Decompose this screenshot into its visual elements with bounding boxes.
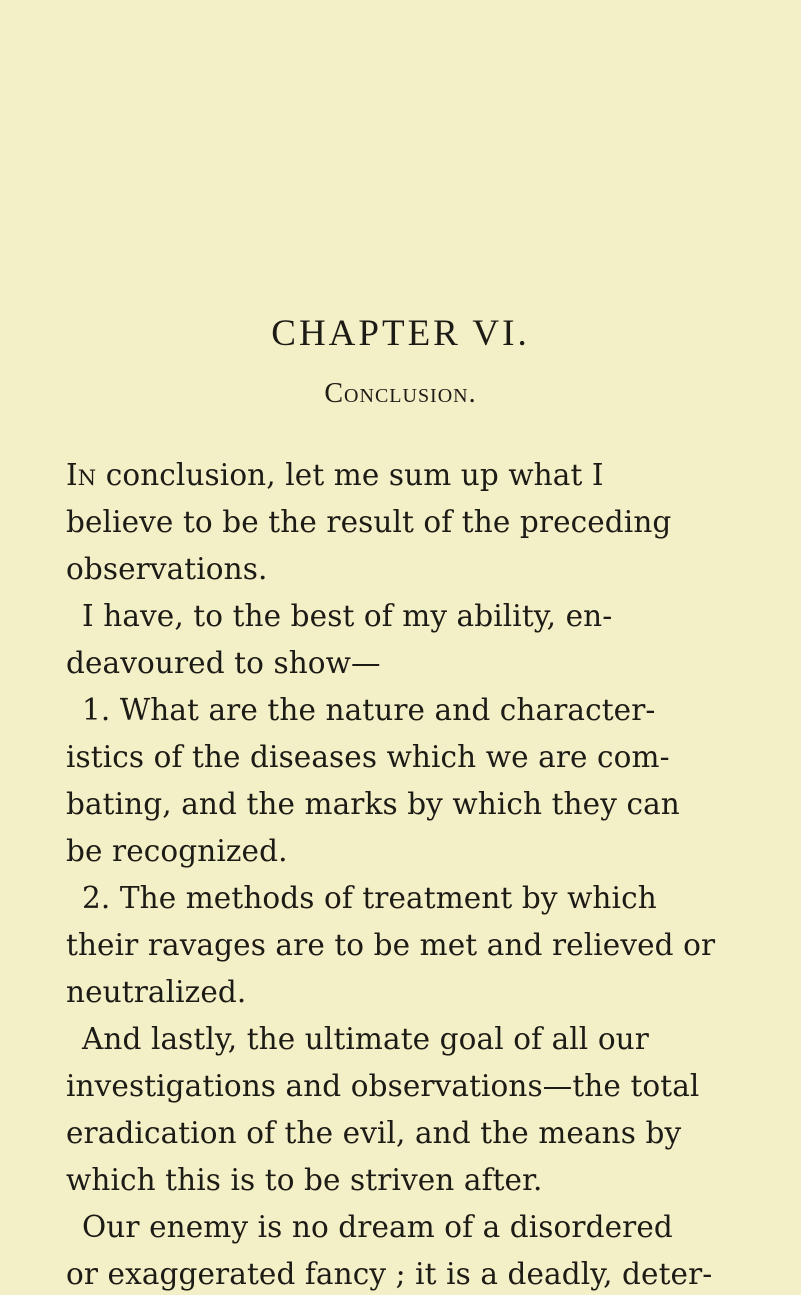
text-line: neutralized.: [66, 975, 247, 1009]
section-title: Conclusion.: [324, 378, 477, 409]
text-line: bating, and the marks by which they can: [66, 787, 680, 821]
text-line: observations.: [66, 552, 268, 586]
text-line: istics of the diseases which we are com-: [66, 740, 670, 774]
text-line: I have, to the best of my ability, en-: [82, 599, 613, 633]
chapter-title: CHAPTER VI.: [271, 313, 530, 354]
text-line: Our enemy is no dream of a disordered: [82, 1210, 673, 1244]
text-line: deavoured to show—: [66, 646, 381, 680]
text-line: investigations and observations—the total: [66, 1069, 700, 1103]
text-line: be recognized.: [66, 834, 288, 868]
text-line: In conclusion, let me sum up what I: [66, 458, 604, 492]
text-line: which this is to be striven after.: [66, 1163, 543, 1197]
text-line: their ravages are to be met and relieved or: [66, 928, 716, 962]
text-line: 1. What are the nature and character-: [82, 693, 656, 727]
text-line: believe to be the result of the preceding: [66, 505, 672, 539]
text-line: And lastly, the ultimate goal of all our: [82, 1022, 649, 1056]
text-line: 2. The methods of treatment by which: [82, 881, 657, 915]
drop-word: In: [66, 458, 97, 492]
text-line: or exaggerated fancy ; it is a deadly, deter-: [66, 1257, 713, 1291]
text-line: eradication of the evil, and the means by: [66, 1116, 682, 1150]
